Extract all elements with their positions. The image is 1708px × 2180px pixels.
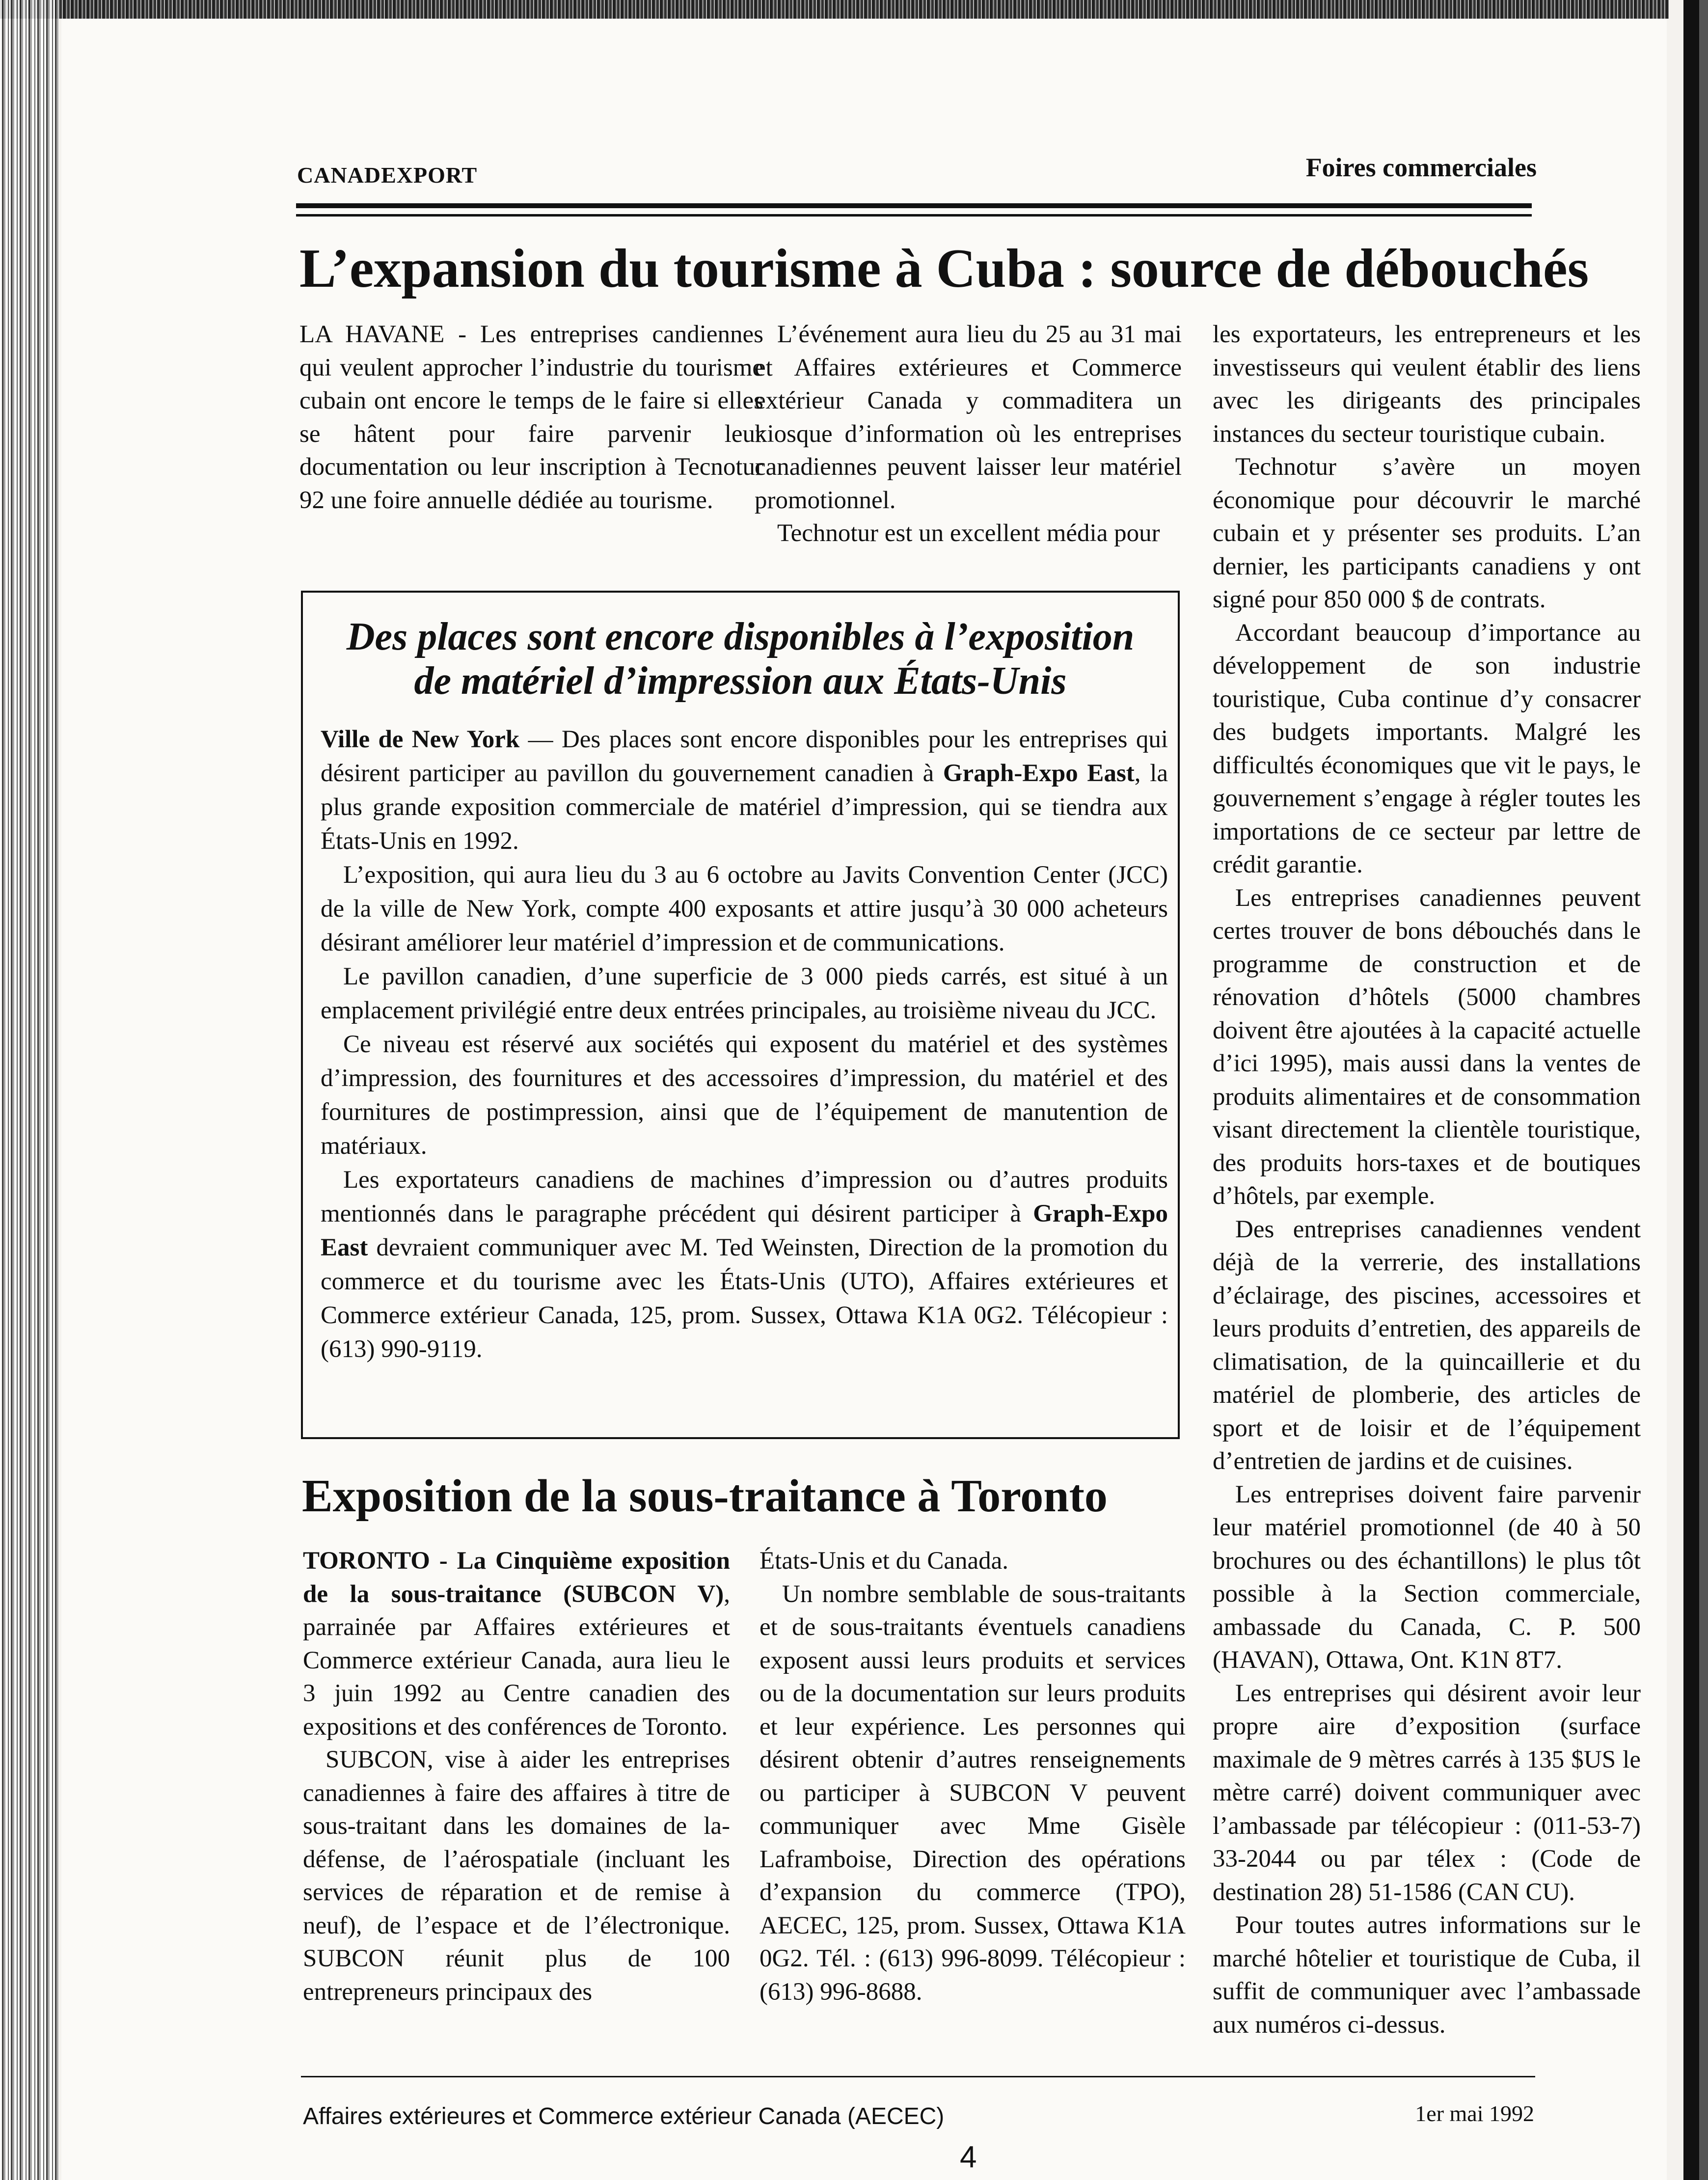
scan-edge-top	[0, 0, 1708, 19]
boxed-title-line1: Des places sont encore disponibles à l’exposition	[346, 615, 1135, 658]
paragraph: Technotur s’avère un moyen économique pour découvrir le marché cubain et y présenter ses produits. L’an dernier, les participants canadiens y ont signé pour 850 000 $ de contrats.	[1213, 453, 1641, 613]
paragraph: SUBCON, vise à aider les entreprises canadiennes à faire des affaires à titre de sous-traitant dans les domaines de la-défense, de l’aérospatiale (incluant les services de réparation et de remise à neuf), de l’espace et de l’électronique. SUBCON réunit plus de 100 entrepreneurs principaux des	[303, 1746, 730, 2006]
dateline: Ville de New York	[321, 726, 520, 753]
page-number: 4	[960, 2140, 977, 2174]
paragraph: États-Unis et du Canada.	[759, 1547, 1009, 1575]
header-rule-thin	[296, 214, 1532, 217]
paragraph: Un nombre semblable de sous-traitants et de sous-traitants éventuels canadiens exposent aussi leurs produits et services ou de la documentation sur leurs produits et leur expérience. Les personnes qui désirent obtenir d’autres renseignements ou participer à SUBCON V peuvent communiquer avec Mme Gisèle Laframboise, Direction des opérations d’expansion du commerce (TPO), AECEC, 125, prom. Sussex, Ottawa K1A 0G2. Tél. : (613) 996-8099. Télécopieur : (613) 996-8688.	[759, 1580, 1186, 2006]
footer-date: 1er mai 1992	[1415, 2101, 1534, 2126]
publication-name: CANADEXPORT	[297, 163, 478, 188]
paragraph: Technotur est un excellent média pour	[777, 519, 1160, 547]
header-rule-thick	[296, 203, 1532, 208]
dateline: TORONTO - La Cinquième exposition de la sous-traitance (SUBCON V)	[303, 1547, 730, 1608]
paragraph: Les entreprises qui désirent avoir leur propre aire d’exposition (surface maximale de 9 mètres carrés à 135 $US le mètre carré) doivent communiquer avec l’ambassade par télécopieur : (011-53-7) 33-2044 ou par télex : (Code de destination 28) 51-1586 (CAN CU).	[1213, 1679, 1641, 1906]
second-article-col2	[759, 1545, 1186, 2009]
paragraph: Pour toutes autres informations sur le marché hôtelier et touristique de Cuba, il suffit de communiquer avec l’ambassade aux numéros ci-dessus.	[1213, 1911, 1641, 2039]
main-article-col1	[299, 318, 763, 517]
paragraph: Accordant beaucoup d’importance au développement de son industrie touristique, Cuba continue d’y consacrer des budgets importants. Malgré les difficultés économiques que vit le pays, le gouvernement s’engage à régler toutes les importations de ce secteur par lettre de crédit garantie.	[1213, 619, 1641, 878]
paragraph: Les exportateurs canadiens de machines d’impression ou d’autres produits mentionnés dans le paragraphe précédent qui désirent participer à Graph-Expo East devraient communiquer avec M. Ted Weinsten, Direction de la promotion du commerce et du tourisme avec les États-Unis (UTO), Affaires extérieures et Commerce extérieur Canada, 125, prom. Sussex, Ottawa K1A 0G2. Télécopieur : (613) 990-9119.	[321, 1166, 1168, 1363]
event-name: Graph-Expo East	[321, 1200, 1168, 1261]
paragraph: LA HAVANE - Les entreprises candiennes qui veulent approcher l’industrie du tourisme cubain ont encore le temps de le faire si elles se hâtent pour faire parvenir leur documentation ou leur inscription à Tecnotur 92 une foire annuelle dédiée au tourisme.	[299, 321, 763, 514]
scan-edge-left	[0, 0, 59, 2180]
paragraph: Ce niveau est réservé aux sociétés qui exposent du matériel et des systèmes d’impression, des fournitures et des accessoires d’impression, du matériel et des fournitures de postimpression, ainsi que de l’équipement de manutention de matériaux.	[321, 1031, 1168, 1160]
newspaper-page	[61, 19, 1667, 2180]
paragraph: les exportateurs, les entrepreneurs et les investisseurs qui veulent établir des liens avec les dirigeants des principales instances du secteur touristique cubain.	[1213, 321, 1641, 448]
paragraph: Des entreprises canadiennes vendent déjà de la verrerie, des installations d’éclairage, des piscines, accessoires et leurs produits d’entretien, des appareils de climatisation, de la quincaillerie et du matériel de plomberie, des articles de sport et de loisir et de l’équipement d’entretien de jardins et de cuisines.	[1213, 1215, 1641, 1475]
paragraph: TORONTO - La Cinquième exposition de la sous-traitance (SUBCON V), parrainée par Affaires extérieures et Commerce extérieur Canada, aura lieu le 3 juin 1992 au Centre canadien des expositions et des conférences de Toronto.	[303, 1547, 730, 1741]
boxed-article-title	[303, 615, 1178, 703]
footer-publisher: Affaires extérieures et Commerce extérieur Canada (AECEC)	[303, 2103, 945, 2129]
main-article-col2	[755, 318, 1182, 550]
paragraph: L’événement aura lieu du 25 au 31 mai et Affaires extérieures et Commerce extérieur Canada y commaditera un kiosque d’information où les entreprises canadiennes peuvent laisser leur matériel promotionnel.	[755, 321, 1182, 514]
section-name: Foires commerciales	[1305, 153, 1537, 182]
main-article-title: L’expansion du tourisme à Cuba : source de débouchés	[299, 238, 1589, 299]
scan-edge-right	[1669, 0, 1708, 2180]
event-name: Graph-Expo East	[943, 760, 1135, 787]
paragraph: Ville de New York — Des places sont encore disponibles pour les entreprises qui désirent participer au pavillon du gouvernement canadien à Graph-Expo East, la plus grande exposition commerciale de matériel d’impression, qui se tiendra aux États-Unis en 1992.	[321, 726, 1168, 855]
paragraph: Les entreprises canadiennes peuvent certes trouver de bons débouchés dans le programme de construction et de rénovation d’hôtels (5000 chambres doivent être ajoutées à la capacité actuelle d’ici 1995), mais aussi dans la ventes de produits alimentaires et de consommation visant directement la clientèle touristique, des produits hors-taxes et de boutiques d’hôtels, par exemple.	[1213, 884, 1641, 1210]
boxed-article-body	[321, 723, 1168, 1366]
second-article-col1	[303, 1545, 730, 2009]
boxed-title-line2: de matériel d’impression aux États-Unis	[414, 659, 1067, 703]
paragraph: Le pavillon canadien, d’une superficie de 3 000 pieds carrés, est situé à un emplacement privilégié entre deux entrées principales, au troisième niveau du JCC.	[321, 963, 1168, 1024]
paragraph: L’exposition, qui aura lieu du 3 au 6 octobre au Javits Convention Center (JCC) de la ville de New York, compte 400 exposants et attire jusqu’à 30 000 acheteurs désirant améliorer leur matériel d’impression et de communications.	[321, 861, 1168, 956]
footer-rule	[301, 2076, 1535, 2077]
boxed-article	[301, 591, 1180, 1439]
paragraph: Les entreprises doivent faire parvenir leur matériel promotionnel (de 40 à 50 brochures ou des échantillons) le plus tôt possible à la Section commerciale, ambassade du Canada, C. P. 500 (HAVAN), Ottawa, Ont. K1N 8T7.	[1213, 1480, 1641, 1674]
main-article-col3	[1213, 318, 1641, 2042]
second-article-title: Exposition de la sous-traitance à Toronto	[302, 1471, 1108, 1522]
